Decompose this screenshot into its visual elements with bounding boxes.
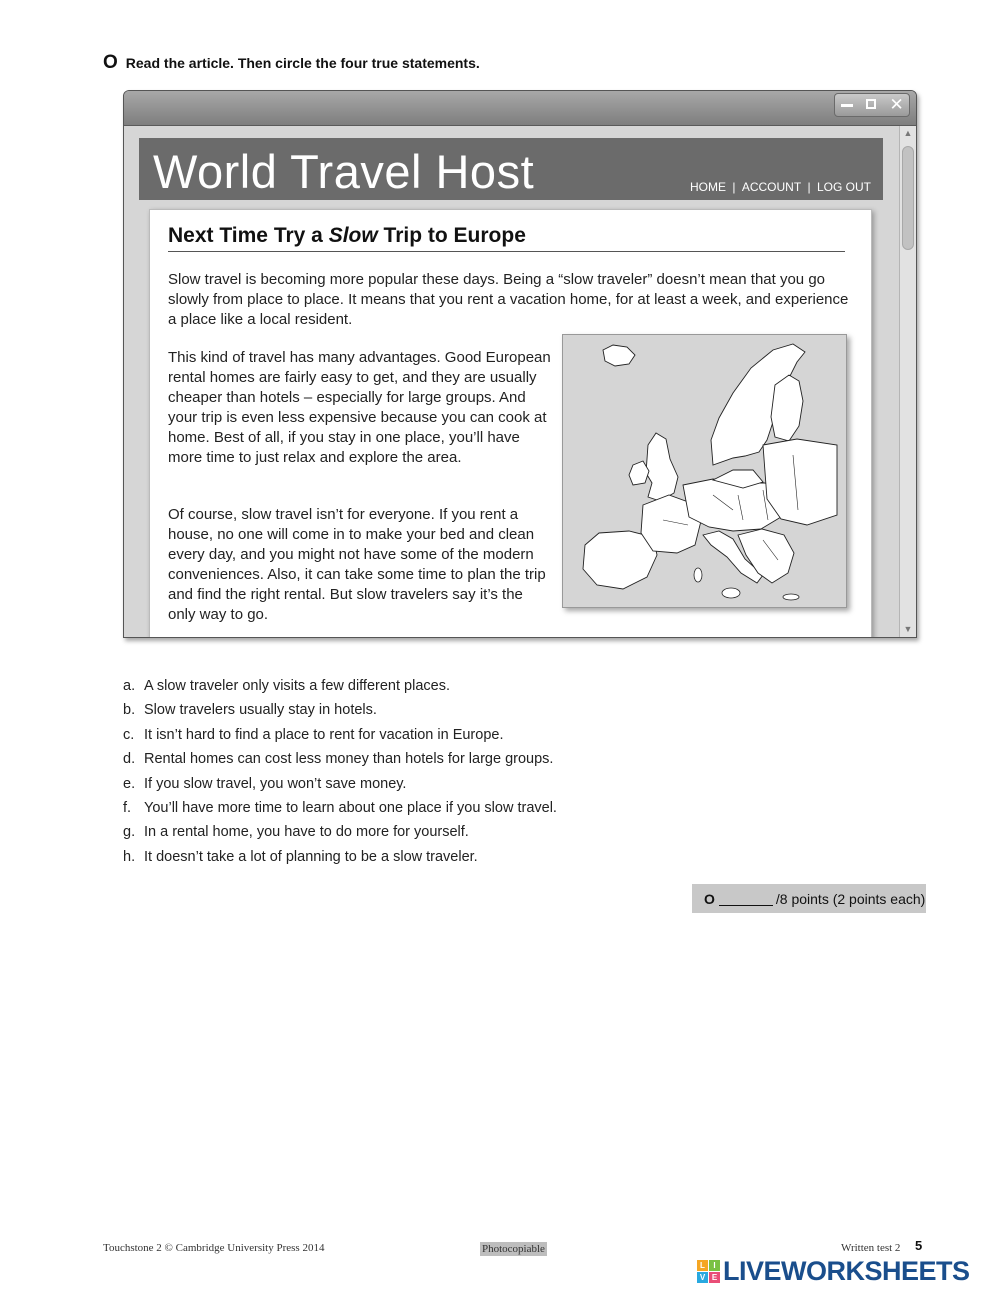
logo-square: E	[709, 1272, 720, 1283]
logo-text: LIVEWORKSHEETS	[723, 1256, 970, 1286]
statement-c[interactable]	[123, 727, 557, 751]
statement-label: d.	[123, 751, 136, 768]
statement-f[interactable]	[123, 800, 557, 824]
footer-copyright: Touchstone 2 © Cambridge University Press 2014	[103, 1242, 325, 1254]
browser-viewport	[124, 126, 899, 637]
statement-text: It doesn’t take a lot of planning to be a slow traveler.	[144, 848, 478, 865]
score-text: /8 points (2 points each)	[775, 890, 926, 907]
footer-photocopiable: Photocopiable	[482, 1243, 545, 1255]
page-number: 5	[915, 1238, 923, 1253]
statement-d[interactable]	[123, 751, 557, 775]
logo-square: V	[697, 1272, 708, 1283]
footer-test-name: Written test 2	[841, 1242, 901, 1254]
statement-label: c.	[123, 726, 135, 743]
score-blank-input[interactable]	[719, 891, 773, 906]
statement-text: It isn’t hard to find a place to rent for vacation in Europe.	[144, 726, 504, 743]
article-paragraph-3: Of course, slow travel isn’t for everyone. If you rent a house, no one will come in to make your bed and clean every day, and you might not have some of the modern conveniences. Also, it can take some time to plan the trip and find the right rental. But slow travelers say it’s the only way to go.	[168, 506, 546, 623]
score-letter: O	[704, 890, 715, 907]
statement-label: f.	[123, 799, 132, 816]
logo-squares-icon	[697, 1260, 720, 1283]
statement-text: You’ll have more time to learn about one place if you slow travel.	[144, 799, 557, 816]
scroll-up-icon[interactable]: ▲	[903, 128, 913, 138]
site-nav	[690, 180, 871, 194]
minimize-icon[interactable]	[838, 97, 856, 113]
window-titlebar	[124, 91, 916, 126]
nav-separator: |	[807, 180, 811, 194]
statement-text: If you slow travel, you won’t save money.	[144, 775, 407, 792]
statement-list	[123, 678, 557, 873]
liveworksheets-logo	[697, 1256, 970, 1287]
statement-text: In a rental home, you have to do more for yourself.	[144, 824, 469, 841]
statement-label: a.	[123, 678, 136, 694]
statement-label: g.	[123, 824, 136, 841]
maximize-icon[interactable]	[863, 97, 881, 113]
article-title-start: Next Time Try a	[168, 224, 329, 247]
article-title-emphasis: Slow	[328, 224, 378, 247]
statement-label: h.	[123, 848, 136, 865]
site-title: World Travel Host	[153, 145, 535, 198]
nav-home-link[interactable]: HOME	[690, 180, 727, 194]
scroll-down-icon[interactable]: ▼	[903, 624, 913, 634]
article-paragraph-2: This kind of travel has many advantages. Good European rental homes are fairly easy to get, and they are usually cheaper than hotels – especially for large groups. And your trip is even less expensive because you can cook at home. Best of all, if you stay in one place, you’ll have more time to just relax and explore the area.	[168, 349, 551, 466]
nav-separator: |	[732, 180, 736, 194]
scrollbar-thumb[interactable]	[902, 146, 914, 250]
nav-account-link[interactable]: ACCOUNT	[741, 180, 802, 194]
statement-g[interactable]	[123, 824, 557, 848]
statement-a[interactable]	[123, 678, 557, 702]
vertical-scrollbar[interactable]	[899, 126, 916, 637]
statement-label: b.	[123, 702, 136, 719]
statement-text: Rental homes can cost less money than hotels for large groups.	[144, 751, 554, 768]
statement-e[interactable]	[123, 776, 557, 800]
article-title	[168, 224, 845, 252]
statement-label: e.	[123, 775, 136, 792]
europe-map-image	[562, 334, 847, 608]
exercise-letter: O	[103, 52, 118, 73]
statement-b[interactable]	[123, 702, 557, 726]
close-icon[interactable]: ✕	[889, 95, 904, 114]
statement-text: Slow travelers usually stay in hotels.	[144, 702, 377, 719]
logo-square: L	[697, 1260, 708, 1271]
instruction	[103, 52, 480, 74]
statement-h[interactable]	[123, 849, 557, 873]
statement-text: A slow traveler only visits a few different places.	[144, 678, 450, 694]
article-paragraph-1: Slow travel is becoming more popular these days. Being a “slow traveler” doesn’t mean that you go slowly from place to place. It means that you rent a vacation home, for at least a week, and experience a place like a local resident.	[168, 271, 849, 328]
window-controls	[834, 93, 910, 117]
site-header	[139, 138, 883, 200]
instruction-text: Read the article. Then circle the four true statements.	[125, 55, 480, 71]
logo-square: I	[709, 1260, 720, 1271]
article-card	[149, 209, 872, 637]
nav-logout-link[interactable]: LOG OUT	[816, 180, 871, 194]
browser-window	[123, 90, 917, 638]
article-title-end: Trip to Europe	[377, 224, 526, 247]
score-box	[692, 884, 926, 913]
europe-map-drawing	[563, 335, 846, 607]
